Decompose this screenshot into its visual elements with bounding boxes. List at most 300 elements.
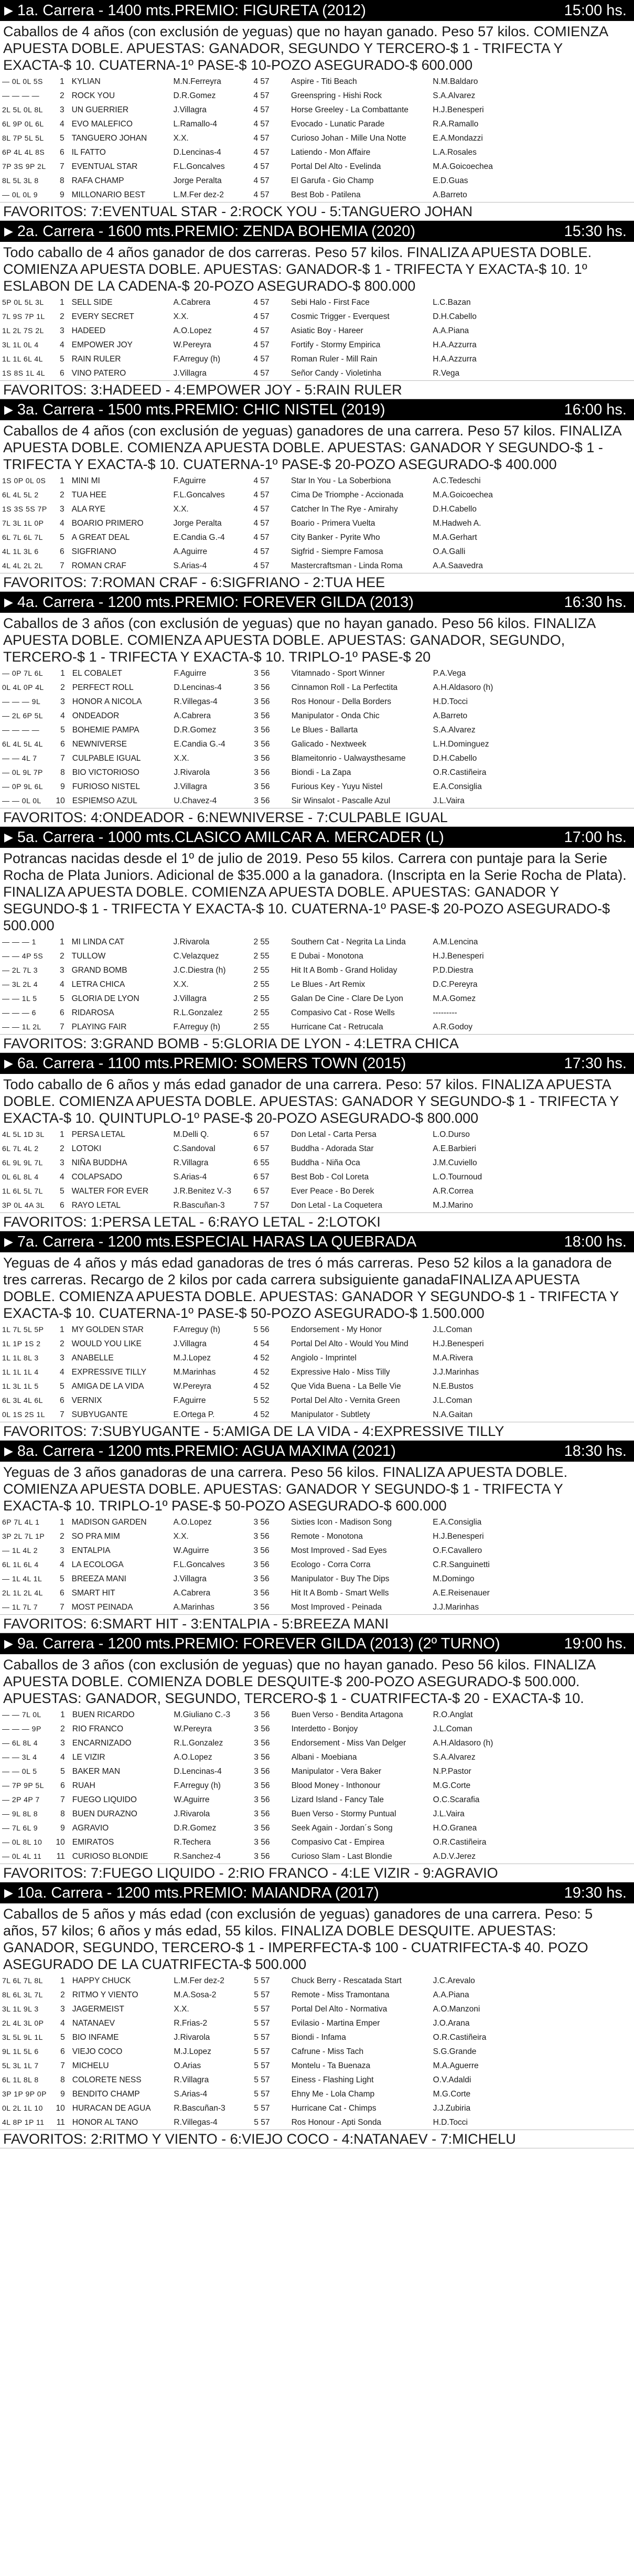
race-title: 2a. Carrera - 1600 mts.PREMIO: ZENDA BOHEMIA (2020) [17, 223, 415, 240]
recent-form: — 9L 8L 8 [2, 1809, 38, 1818]
pedigree: Boario - Primera Vuelta [291, 519, 375, 528]
jockey-name: F.Arreguy (h) [173, 1023, 221, 1031]
jockey-name: R.Techera [174, 1838, 211, 1847]
trainer-name: M.G.Corte [433, 1781, 471, 1790]
table-row [0, 1807, 634, 1821]
jockey-name: D.R.Gomez [174, 726, 217, 735]
table-row [0, 1006, 634, 1020]
pedigree: Angiolo - Imprintel [291, 1354, 357, 1362]
jockey-name: Jorge Peralta [173, 176, 222, 185]
age-weight: 4 52 [253, 1382, 270, 1391]
pedigree: Asiatic Boy - Hareer [291, 326, 363, 335]
horse-name: GLORIA DE LYON [71, 994, 139, 1003]
pedigree: Sir Winsalot - Pascalle Azul [291, 796, 391, 805]
pedigree: Latiendo - Mon Affaire [291, 148, 371, 157]
age-weight: 3 56 [253, 1589, 270, 1598]
pedigree: Buddha - Adorada Star [291, 1144, 374, 1153]
age-weight: 4 57 [253, 190, 270, 199]
recent-form: 2L 5L 0L 8L [2, 105, 43, 114]
post-number: 3 [59, 505, 65, 514]
favorites-line: FAVORITOS: 4:ONDEADOR - 6:NEWNIVERSE - 7:CULPABLE IGUAL [0, 808, 634, 827]
table-row [0, 545, 634, 559]
trainer-name: L.O.Durso [433, 1130, 470, 1139]
pedigree: Endorsement - Miss Van Delger [291, 1739, 406, 1748]
post-number: 2 [60, 683, 65, 692]
pedigree: Portal Del Alto - Evelinda [291, 162, 381, 171]
jockey-name: F.L.Goncalves [173, 491, 225, 499]
jockey-name: X.X. [174, 754, 189, 763]
jockey-name: O.Arias [174, 2061, 201, 2070]
age-weight: 5 52 [253, 1396, 270, 1405]
table-row [0, 1779, 634, 1793]
table-row [0, 2115, 634, 2130]
horse-name: FURIOSO NISTEL [72, 782, 140, 791]
horse-name: EMPOWER JOY [71, 340, 133, 349]
trainer-name: A.H.Aldasoro (h) [433, 1739, 493, 1748]
age-weight: 4 57 [253, 120, 270, 129]
recent-form: 1L 6L 5L 7L [2, 1187, 43, 1195]
trainer-name: D.H.Cabello [433, 754, 477, 763]
post-number: 7 [59, 1603, 65, 1612]
horse-name: SMART HIT [71, 1589, 115, 1598]
trainer-name: S.G.Grande [433, 2047, 477, 2056]
pedigree: Le Blues - Ballarta [291, 726, 358, 735]
race-time: 16:00 hs. [564, 401, 627, 418]
recent-form: 8L 6L 3L 7L [2, 1990, 43, 1999]
pedigree: Southern Cat - Negrita La Linda [291, 938, 406, 946]
post-number: 8 [60, 2075, 65, 2084]
table-row [0, 1142, 634, 1156]
table-row [0, 103, 634, 117]
entries-body [0, 1323, 634, 1422]
recent-form: — 2L 7L 3 [2, 966, 38, 974]
race-section [0, 1053, 634, 1231]
table-row [0, 310, 634, 324]
horse-name: BUEN RICARDO [72, 1710, 135, 1719]
trainer-name: H.A.Azzurra [433, 340, 477, 349]
pedigree: Que Vida Buena - La Belle Vie [291, 1382, 401, 1391]
post-number: 6 [60, 2047, 65, 2056]
table-row [0, 751, 634, 765]
recent-form: — 0P 9L 6L [2, 782, 44, 791]
trainer-name: J.L.Coman [433, 1396, 472, 1405]
table-row [0, 1184, 634, 1198]
post-number: 6 [59, 148, 65, 157]
horse-name: VIEJO COCO [72, 2047, 123, 2056]
horse-name: LETRA CHICA [71, 980, 125, 989]
trainer-name: O.R.Castiñeira [433, 2033, 487, 2042]
table-row [0, 1988, 634, 2002]
post-number: 4 [59, 340, 65, 349]
race-time: 18:00 hs. [564, 1233, 627, 1250]
horse-name: SELL SIDE [71, 298, 113, 307]
jockey-name: X.X. [173, 312, 189, 321]
race-header-left [4, 221, 415, 242]
trainer-name: L.C.Bazan [433, 298, 471, 307]
horse-name: NEWNIVERSE [72, 740, 127, 749]
age-weight: 4 57 [253, 134, 270, 143]
recent-form: 6L 1L 6L 4 [2, 1560, 39, 1569]
jockey-name: F.Aguirre [173, 476, 206, 485]
jockey-name: A.Aguirre [173, 547, 208, 556]
jockey-name: W.Aguirre [174, 1795, 210, 1804]
table-row [0, 2073, 634, 2087]
trainer-name: A.O.Manzoni [433, 2005, 480, 2014]
jockey-name: J.Villagra [173, 994, 207, 1003]
trainer-name: J.J.Zubiria [433, 2104, 471, 2113]
race-title: 10a. Carrera - 1200 mts.PREMIO: MAIANDRA (2017) [17, 1885, 379, 1901]
age-weight: 5 57 [254, 2047, 270, 2056]
jockey-name: R.L.Gonzalez [173, 1008, 223, 1017]
pedigree: Blameitonrio - Ualwaysthesame [291, 754, 406, 763]
age-weight: 3 56 [254, 726, 270, 735]
recent-form: 1S 8S 1L 4L [2, 369, 46, 377]
age-weight: 3 56 [253, 1560, 270, 1569]
pedigree: Buen Verso - Bendita Artagona [291, 1710, 403, 1719]
jockey-name: F.Arreguy (h) [174, 1781, 221, 1790]
horse-name: VERNIX [71, 1396, 102, 1405]
race-title: 5a. Carrera - 1000 mts.CLASICO AMILCAR A. MERCADER (L) [17, 829, 444, 846]
table-row [0, 352, 634, 366]
entries-table [0, 74, 634, 202]
jockey-name: D.R.Gomez [173, 91, 216, 100]
trainer-name: E.A.Consiglia [433, 782, 482, 791]
age-weight: 3 56 [254, 1725, 270, 1733]
horse-name: NIÑA BUDDHA [71, 1158, 127, 1167]
jockey-name: E.Candia G.-4 [174, 740, 225, 749]
trainer-name: J.J.Marinhas [433, 1368, 479, 1377]
horse-name: RUAH [72, 1781, 95, 1790]
recent-form: — — — — [2, 726, 40, 734]
horse-name: RAFA CHAMP [71, 176, 124, 185]
table-row [0, 1323, 634, 1337]
recent-form: 6L 7L 4L 2 [2, 1144, 39, 1153]
age-weight: 2 55 [253, 1008, 270, 1017]
pedigree: Buddha - Niña Oca [291, 1158, 360, 1167]
jockey-name: L.M.Fer dez-2 [173, 190, 224, 199]
pedigree: Galan De Cine - Clare De Lyon [291, 994, 403, 1003]
race-title: 1a. Carrera - 1400 mts.PREMIO: FIGURETA (2012) [17, 2, 366, 19]
age-weight: 4 52 [253, 1410, 270, 1419]
trainer-name: P.A.Vega [433, 669, 466, 678]
trainer-name: A.A.Piana [433, 1990, 469, 1999]
race-section [0, 1441, 634, 1633]
trainer-name: A.A.Piana [433, 326, 469, 335]
pedigree: Expressive Halo - Miss Tilly [291, 1368, 390, 1377]
trainer-name: M.J.Marino [433, 1201, 473, 1210]
pedigree: Ros Honour - Apti Sonda [291, 2118, 382, 2127]
horse-name: SO PRA MIM [71, 1532, 120, 1541]
pedigree: Manipulator - Onda Chic [291, 711, 380, 720]
table-row [0, 1974, 634, 1988]
jockey-name: X.X. [174, 2005, 189, 2014]
recent-form: 1L 1P 1S 2 [2, 1339, 41, 1348]
pedigree: Albani - Moebiana [291, 1753, 357, 1762]
trainer-name: J.O.Arana [433, 2019, 470, 2028]
age-weight: 6 57 [253, 1187, 270, 1196]
recent-form: 3P 0L 4A 3L [2, 1201, 45, 1209]
jockey-name: J.Villagra [173, 105, 207, 114]
pedigree: Galicado - Nextweek [291, 740, 367, 749]
recent-form: — — — 9P [2, 1725, 41, 1733]
post-number: 1 [59, 1518, 65, 1527]
table-row [0, 324, 634, 338]
post-number: 2 [59, 1144, 65, 1153]
recent-form: 6L 3L 4L 6L [2, 1396, 43, 1404]
jockey-name: L.M.Fer dez-2 [174, 1976, 224, 1985]
race-section [0, 221, 634, 399]
pedigree: Star In You - La Soberbiona [291, 476, 391, 485]
table-row [0, 74, 634, 89]
table-row [0, 89, 634, 103]
horse-name: EVENTUAL STAR [71, 162, 138, 171]
recent-form: 5P 0L 5L 3L [2, 298, 44, 306]
age-weight: 4 57 [253, 547, 270, 556]
table-row [0, 502, 634, 516]
pedigree: Mastercraftsman - Linda Roma [291, 561, 403, 570]
pedigree: Cima De Triomphe - Accionada [291, 491, 404, 499]
play-arrow-icon: ▶ [4, 1637, 13, 1650]
horse-name: ESPIEMSO AZUL [72, 796, 137, 805]
trainer-name: D.H.Cabello [433, 505, 477, 514]
pedigree: Cinnamon Roll - La Perfectita [291, 683, 398, 692]
table-row [0, 1849, 634, 1864]
jockey-name: M.Marinhas [173, 1368, 216, 1377]
post-number: 4 [59, 1560, 65, 1569]
recent-form: 3L 1L 0L 4 [2, 340, 39, 349]
post-number: 9 [60, 782, 65, 791]
race-title: 8a. Carrera - 1200 mts.PREMIO: AGUA MAXIMA (2021) [17, 1443, 396, 1460]
age-weight: 4 57 [253, 312, 270, 321]
post-number: 1 [59, 476, 65, 485]
table-row [0, 737, 634, 751]
jockey-name: S.Arias-4 [173, 561, 207, 570]
jockey-name: E.Ortega P. [173, 1410, 215, 1419]
recent-form: 1L 1L 6L 4L [2, 355, 43, 363]
table-row [0, 516, 634, 530]
post-number: 5 [59, 355, 65, 364]
horse-name: UN GUERRIER [71, 105, 129, 114]
age-weight: 4 57 [253, 162, 270, 171]
jockey-name: X.X. [173, 980, 189, 989]
post-number: 1 [60, 1976, 65, 1985]
horse-name: RITMO Y VIENTO [72, 1990, 138, 1999]
entries-body [0, 295, 634, 380]
post-number: 5 [59, 533, 65, 542]
pedigree: Most Improved - Sad Eyes [291, 1546, 387, 1555]
favorites-line: FAVORITOS: 3:HADEED - 4:EMPOWER JOY - 5:RAIN RULER [0, 380, 634, 399]
recent-form: 3P 1P 9P 0P [2, 2090, 47, 2098]
pedigree: Ros Honour - Della Borders [291, 697, 391, 706]
horse-name: KYLIAN [71, 77, 101, 86]
age-weight: 5 57 [254, 2005, 270, 2014]
jockey-name: D.Lencinas-4 [173, 148, 221, 157]
race-title: 9a. Carrera - 1200 mts.PREMIO: FOREVER GILDA (2013) (2º TURNO) [17, 1635, 500, 1652]
entries-body [0, 666, 634, 808]
post-number: 2 [60, 1990, 65, 1999]
horse-name: MY GOLDEN STAR [71, 1325, 144, 1334]
table-row [0, 559, 634, 573]
horse-name: TULLOW [71, 952, 106, 961]
post-number: 5 [59, 1382, 65, 1391]
trainer-name: H.D.Tocci [433, 697, 468, 706]
entries-table [0, 1127, 634, 1212]
pedigree: Evocado - Lunatic Parade [291, 120, 385, 129]
age-weight: 2 55 [253, 966, 270, 975]
post-number: 9 [60, 2090, 65, 2099]
trainer-name: A.E.Barbieri [433, 1144, 476, 1153]
race-title: 3a. Carrera - 1500 mts.PREMIO: CHIC NISTEL (2019) [17, 401, 385, 418]
trainer-name: M.A.Goicoechea [433, 491, 493, 499]
age-weight: 2 55 [253, 994, 270, 1003]
jockey-name: R.Bascuñan-3 [173, 1201, 225, 1210]
horse-name: TUA HEE [71, 491, 106, 499]
pedigree: Hurricane Cat - Retrucala [291, 1023, 383, 1031]
table-row [0, 765, 634, 780]
race-section [0, 1231, 634, 1441]
age-weight: 5 57 [254, 1976, 270, 1985]
post-number: 2 [59, 491, 65, 499]
recent-form: 6L 4L 5L 4L [2, 740, 43, 748]
table-row [0, 695, 634, 709]
horse-name: ROCK YOU [71, 91, 115, 100]
recent-form: 6L 9L 9L 7L [2, 1158, 43, 1167]
trainer-name: J.L.Vaira [433, 796, 465, 805]
horse-name: MINI MI [71, 476, 100, 485]
age-weight: 4 57 [253, 148, 270, 157]
pedigree: Curioso Slam - Last Blondie [291, 1852, 392, 1861]
recent-form: — — 1L 5 [2, 994, 37, 1003]
entries-table [0, 1323, 634, 1422]
trainer-name: A.Barreto [433, 711, 468, 720]
pedigree: Portal Del Alto - Normativa [291, 2005, 388, 2014]
jockey-name: A.O.Lopez [174, 1753, 212, 1762]
pedigree: Manipulator - Buy The Dips [291, 1574, 390, 1583]
post-number: 5 [59, 134, 65, 143]
jockey-name: R.L.Gonzalez [174, 1739, 223, 1748]
age-weight: 2 55 [253, 952, 270, 961]
race-title: 4a. Carrera - 1200 mts.PREMIO: FOREVER GILDA (2013) [17, 594, 414, 611]
trainer-name: L.H.Dominguez [433, 740, 489, 749]
age-weight: 4 57 [253, 340, 270, 349]
horse-name: EL COBALET [72, 669, 122, 678]
horse-name: ONDEADOR [72, 711, 120, 720]
entries-table [0, 295, 634, 380]
table-row [0, 117, 634, 131]
play-arrow-icon: ▶ [4, 1444, 13, 1457]
trainer-name: H.J.Benesperi [433, 952, 484, 961]
post-number: 3 [60, 697, 65, 706]
table-row [0, 1544, 634, 1558]
table-row [0, 992, 634, 1006]
trainer-name: --------- [433, 1008, 457, 1017]
post-number: 4 [59, 980, 65, 989]
table-row [0, 1379, 634, 1393]
horse-name: EVERY SECRET [71, 312, 134, 321]
table-row [0, 131, 634, 145]
post-number: 7 [60, 754, 65, 763]
table-row [0, 2002, 634, 2016]
race-conditions: Caballos de 4 años (con exclusión de yeguas) que no hayan ganado. Peso 57 kilos. COMIENZA APUESTA DOBLE. APUESTAS: GANADOR, SEGUNDO Y TERCERO-$ 1 - TRIFECTA Y EXACTA-$ 10. CUATERNA-1º PASE-$ 10-POZO ASEGURADO-$ 600.000 [3, 24, 608, 73]
recent-form: 4L 8P 1P 11 [2, 2118, 45, 2126]
table-row [0, 2016, 634, 2030]
horse-name: PERFECT ROLL [72, 683, 134, 692]
post-number: 4 [59, 120, 65, 129]
pedigree: Manipulator - Vera Baker [291, 1767, 382, 1776]
recent-form: 1L 3L 1L 5 [2, 1382, 39, 1390]
trainer-name: M.A.Aguerre [433, 2061, 479, 2070]
recent-form: 0L 2L 1L 10 [2, 2104, 43, 2112]
pedigree: Ecologo - Corra Corra [291, 1560, 371, 1569]
age-weight: 6 57 [253, 1173, 270, 1181]
favorites-line: FAVORITOS: 7:FUEGO LIQUIDO - 2:RIO FRANCO - 4:LE VIZIR - 9:AGRAVIO [0, 1864, 634, 1882]
race-header [0, 0, 634, 21]
trainer-name: H.J.Benesperi [433, 1532, 484, 1541]
recent-form: — — — 1 [2, 938, 36, 946]
race-conditions: Todo caballo de 6 años y más edad ganador de una carrera. Peso: 57 kilos. FINALIZA APUESTA DOBLE. COMIENZA APUESTA DOBLE. APUESTAS: GANADOR Y SEGUNDO-$ 1 - TRIFECTA Y EXACTA-$ 10. QUINTUPLO-1º PASE-$ 20-POZO ASEGURADO-$ 800.000 [3, 1077, 619, 1126]
post-number: 4 [60, 2019, 65, 2028]
age-weight: 5 57 [254, 1990, 270, 1999]
horse-name: ROMAN CRAF [71, 561, 126, 570]
table-row [0, 2045, 634, 2059]
horse-name: FUEGO LIQUIDO [72, 1795, 137, 1804]
recent-form: 7L 6L 7L 8L [2, 1976, 43, 1985]
race-conditions: Caballos de 3 años (con exclusión de yeguas) que no hayan ganado. Peso 56 kilos. FINALIZA APUESTA DOBLE. COMIENZA APUESTA DOBLE. APUESTAS: GANADOR, SEGUNDO, TERCERO-$ 1 - TRIFECTA Y EXACTA-$ 10. TRIPLO-1º PASE-$ 20 [3, 615, 595, 665]
age-weight: 3 56 [254, 1795, 270, 1804]
table-row [0, 680, 634, 695]
age-weight: 4 57 [253, 491, 270, 499]
table-row [0, 1393, 634, 1408]
pedigree: Portal Del Alto - Would You Mind [291, 1339, 409, 1348]
pedigree: Blood Money - Inthonour [291, 1781, 381, 1790]
trainer-name: A.E.Reisenauer [433, 1589, 490, 1598]
post-number: 5 [59, 1187, 65, 1196]
post-number: 5 [60, 1767, 65, 1776]
jockey-name: A.O.Lopez [173, 1518, 212, 1527]
pedigree: Cosmic Trigger - Everquest [291, 312, 390, 321]
entries-table [0, 1708, 634, 1864]
recent-form: 7P 3S 9P 2L [2, 162, 46, 171]
jockey-name: M.Giuliano C.-3 [174, 1710, 231, 1719]
trainer-name: S.A.Alvarez [433, 91, 476, 100]
entries-body [0, 74, 634, 202]
recent-form: — — 0L 0L [2, 796, 41, 805]
age-weight: 3 56 [254, 796, 270, 805]
play-arrow-icon: ▶ [4, 1886, 13, 1899]
horse-name: HAPPY CHUCK [72, 1976, 131, 1985]
table-row [0, 1170, 634, 1184]
recent-form: — 1L 4L 2 [2, 1546, 38, 1555]
play-arrow-icon: ▶ [4, 831, 13, 844]
trainer-name: M.G.Corte [433, 2090, 471, 2099]
pedigree: Portal Del Alto - Vernita Green [291, 1396, 400, 1405]
horse-name: EVO MALEFICO [71, 120, 133, 129]
post-number: 2 [59, 312, 65, 321]
trainer-name: S.A.Alvarez [433, 1753, 476, 1762]
horse-name: CURIOSO BLONDIE [72, 1852, 148, 1861]
age-weight: 3 56 [254, 1753, 270, 1762]
pedigree: Furious Key - Yuyu Nistel [291, 782, 383, 791]
age-weight: 2 55 [253, 1023, 270, 1031]
trainer-name: D.C.Pereyra [433, 980, 478, 989]
trainer-name: A.R.Godoy [433, 1023, 473, 1031]
pedigree: Montelu - Ta Buenaza [291, 2061, 371, 2070]
pedigree: Most Improved - Peinada [291, 1603, 382, 1612]
post-number: 5 [60, 2033, 65, 2042]
recent-form: 6P 4L 4L 8S [2, 148, 45, 156]
trainer-name: O.A.Galli [433, 547, 466, 556]
recent-form: — 0P 7L 6L [2, 669, 44, 677]
